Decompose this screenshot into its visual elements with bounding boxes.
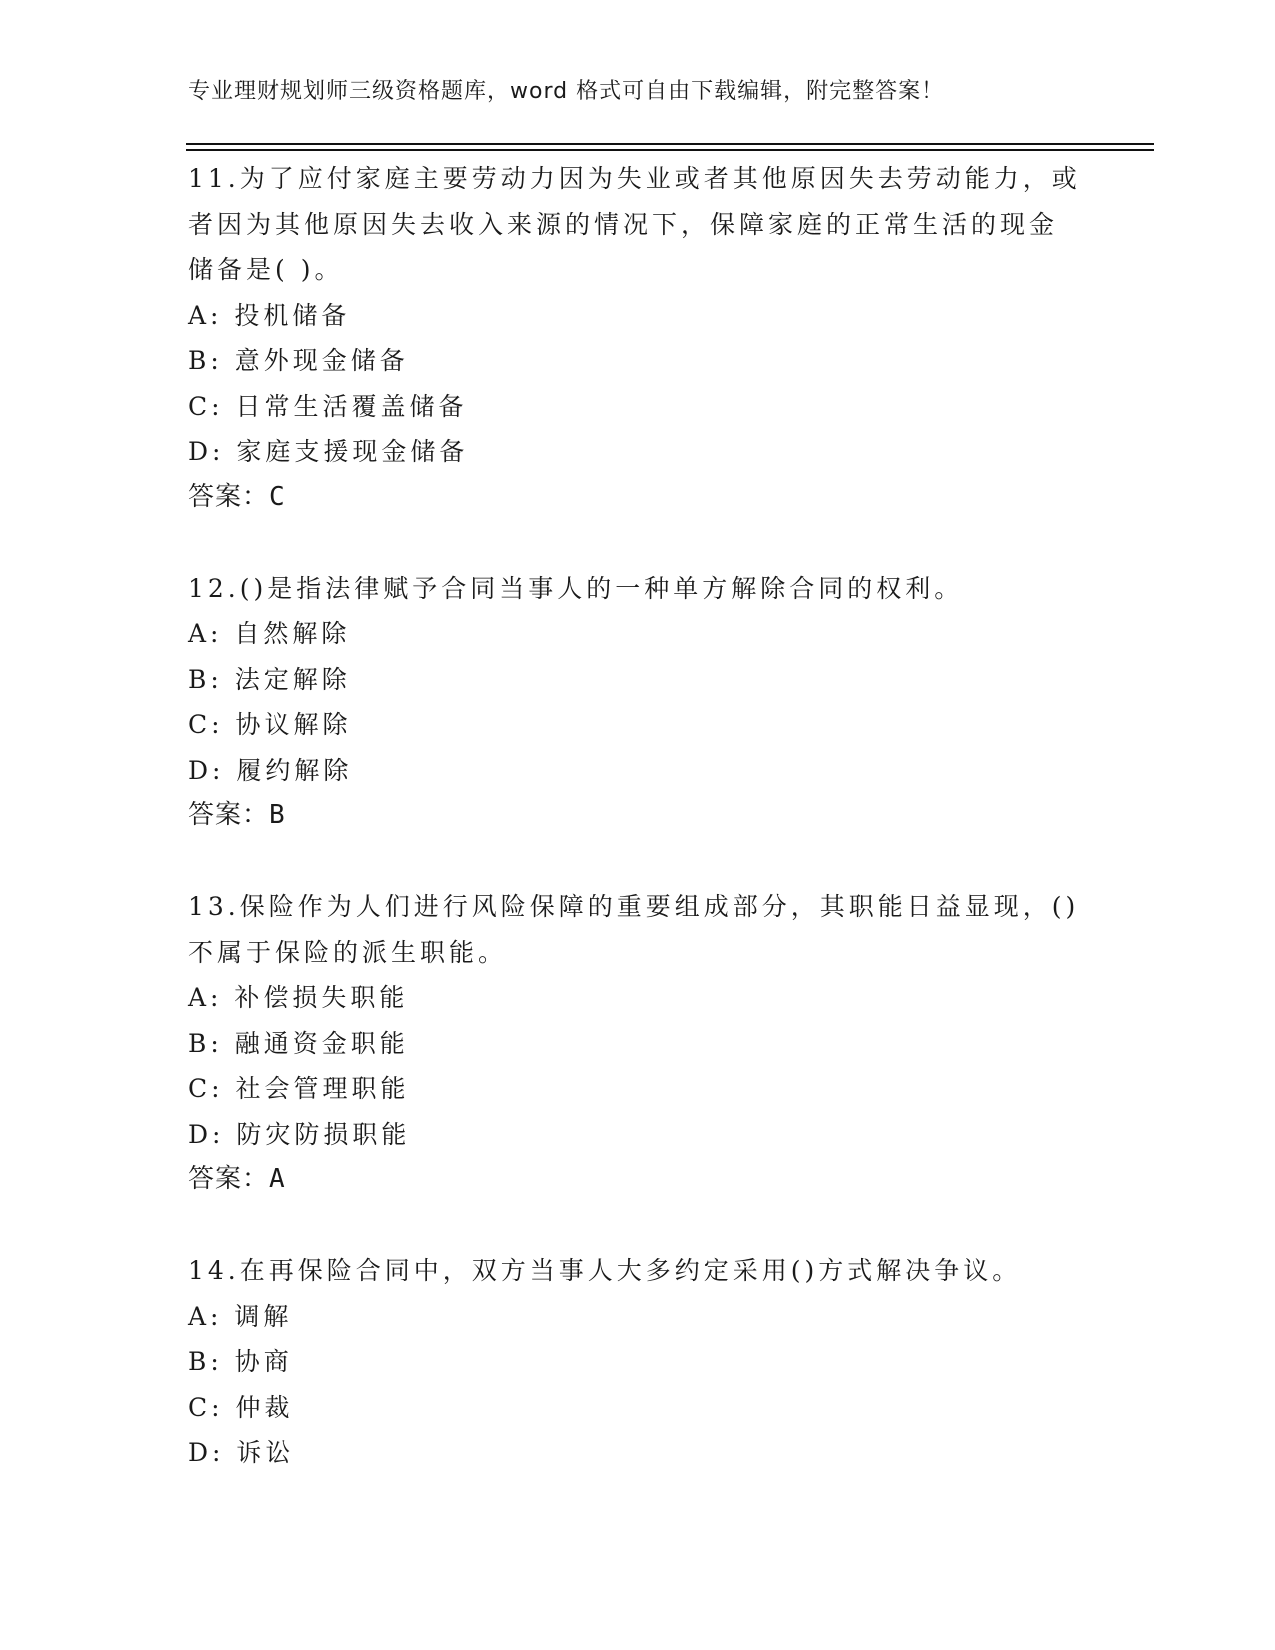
option-d: D: 履约解除: [188, 755, 353, 785]
question-stem-line: 不属于保险的派生职能。: [188, 937, 508, 967]
option-a: A: 补偿损失职能: [188, 983, 409, 1012]
spacer: [188, 839, 1088, 885]
option-c: C: 日常生活覆盖储备: [188, 391, 468, 421]
question-stem-line: 12.()是指法律赋予合同当事人的一种单方解除合同的权利。: [188, 573, 964, 603]
question-stem-line: 11.为了应付家庭主要劳动力因为失业或者其他原因失去劳动能力，或: [188, 164, 1081, 193]
option-d: D: 家庭支援现金储备: [188, 437, 469, 466]
question-14: [188, 1248, 1088, 1476]
option-a: A: 调解: [188, 1301, 293, 1331]
question-stem-line: 者因为其他原因失去收入来源的情况下，保障家庭的正常生活的现金: [188, 209, 1059, 239]
question-stem-line: 13.保险作为人们进行风险保障的重要组成部分，其职能日益显现，(): [188, 892, 1080, 921]
question-11: [188, 156, 1088, 520]
answer-label: 答案：: [188, 1164, 270, 1194]
option-c: C: 社会管理职能: [188, 1074, 410, 1103]
option-d: D: 防灾防损职能: [188, 1119, 411, 1149]
answer-line: [188, 1157, 1088, 1203]
question-list: [188, 156, 1088, 1476]
spacer: [188, 520, 1088, 566]
option-b: B: 法定解除: [188, 664, 351, 694]
option-b: B: 融通资金职能: [188, 1028, 409, 1058]
question-stem-line: 储备是( )。: [188, 255, 344, 284]
answer-line: [188, 793, 1088, 839]
option-a: A: 投机储备: [188, 300, 351, 330]
option-d: D: 诉讼: [188, 1438, 295, 1467]
answer-label: 答案：: [188, 481, 270, 512]
option-c: C: 仲裁: [188, 1392, 294, 1422]
option-a: A: 自然解除: [188, 619, 351, 648]
option-c: C: 协议解除: [188, 710, 352, 739]
answer-value: C: [269, 481, 286, 512]
header-rule-top: [186, 143, 1154, 145]
page-header: 专业理财规划师三级资格题库，word 格式可自由下载编辑，附完整答案！: [188, 79, 945, 104]
spacer: [188, 1203, 1088, 1249]
answer-line: [188, 475, 1088, 521]
option-b: B: 协商: [188, 1347, 293, 1376]
question-stem-line: 14.在再保险合同中，双方当事人大多约定采用()方式解决争议。: [188, 1256, 1022, 1285]
question-12: [188, 566, 1088, 839]
header-rule-bottom: [186, 149, 1154, 151]
answer-label: 答案：: [188, 800, 270, 830]
question-13: [188, 884, 1088, 1203]
option-b: B: 意外现金储备: [188, 346, 409, 375]
answer-value: A: [269, 1164, 286, 1194]
answer-value: B: [269, 800, 286, 830]
